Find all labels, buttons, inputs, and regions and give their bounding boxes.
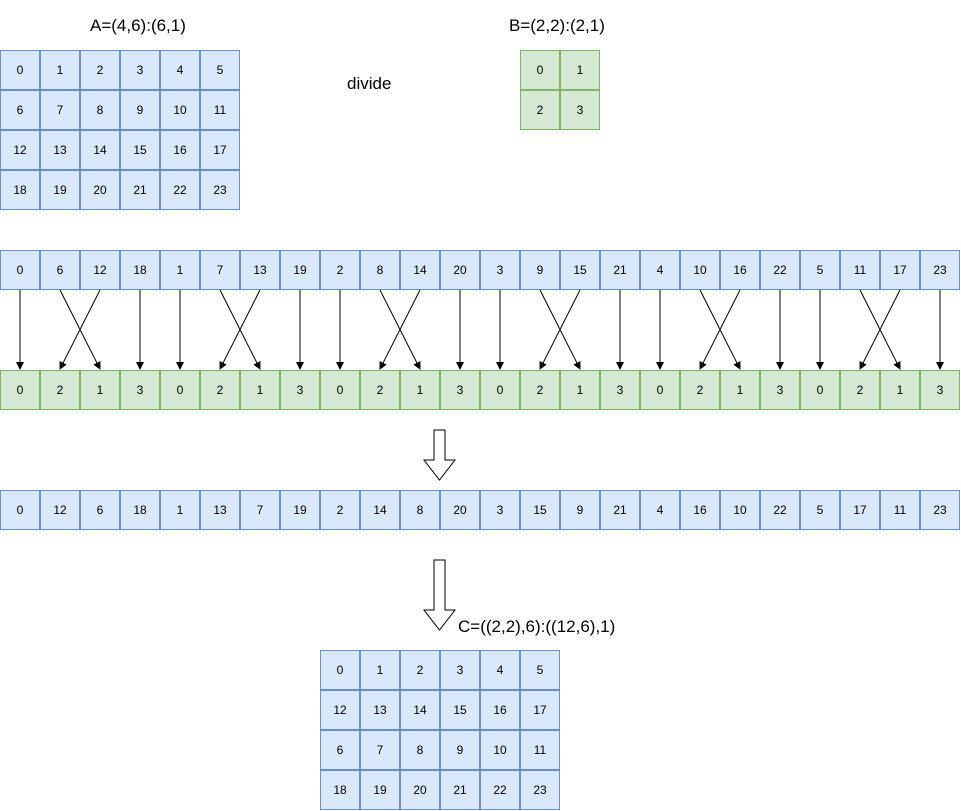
row-p-cell: 10 — [720, 490, 760, 530]
grid-c-cell: 3 — [440, 650, 480, 690]
row-b-cell: 0 — [320, 370, 360, 410]
row-p-cell: 6 — [80, 490, 120, 530]
row-a-cell: 19 — [280, 250, 320, 290]
row-a-cell: 7 — [200, 250, 240, 290]
grid-c-cell: 10 — [480, 730, 520, 770]
grid-c-cell: 15 — [440, 690, 480, 730]
row-b-cell: 0 — [640, 370, 680, 410]
grid-c-cell: 13 — [360, 690, 400, 730]
row-p-cell: 11 — [880, 490, 920, 530]
grid-a-cell: 7 — [40, 90, 80, 130]
grid-a-cell: 22 — [160, 170, 200, 210]
grid-a-cell: 3 — [120, 50, 160, 90]
row-a-cell: 10 — [680, 250, 720, 290]
row-p-cell: 8 — [400, 490, 440, 530]
row-a-cell: 9 — [520, 250, 560, 290]
row-p-cell: 18 — [120, 490, 160, 530]
row-a-cell: 15 — [560, 250, 600, 290]
row-b-cell: 3 — [760, 370, 800, 410]
row-b-cell: 2 — [680, 370, 720, 410]
row-b-cell: 3 — [120, 370, 160, 410]
grid-a-cell: 11 — [200, 90, 240, 130]
grid-c-cell: 18 — [320, 770, 360, 810]
row-a-cell: 0 — [0, 250, 40, 290]
grid-b-cell: 2 — [520, 90, 560, 130]
row-b-cell: 1 — [240, 370, 280, 410]
grid-c-cell: 20 — [400, 770, 440, 810]
row-p-cell: 2 — [320, 490, 360, 530]
down-block-arrow-2 — [424, 560, 455, 630]
row-a-cell: 17 — [880, 250, 920, 290]
grid-c-cell: 14 — [400, 690, 440, 730]
row-p-cell: 1 — [160, 490, 200, 530]
row-a-cell: 4 — [640, 250, 680, 290]
grid-a-cell: 21 — [120, 170, 160, 210]
down-block-arrow-1 — [424, 430, 455, 480]
row-p-cell: 15 — [520, 490, 560, 530]
row-b-cell: 1 — [400, 370, 440, 410]
grid-c-cell: 0 — [320, 650, 360, 690]
row-b-cell: 3 — [920, 370, 960, 410]
row-p-cell: 7 — [240, 490, 280, 530]
row-a-cell: 23 — [920, 250, 960, 290]
row-b-cell: 3 — [600, 370, 640, 410]
grid-a-cell: 20 — [80, 170, 120, 210]
grid-c-cell: 12 — [320, 690, 360, 730]
row-a-cell: 5 — [800, 250, 840, 290]
row-p-cell: 9 — [560, 490, 600, 530]
grid-c-cell: 22 — [480, 770, 520, 810]
row-b-cell: 0 — [480, 370, 520, 410]
grid-c-cell: 8 — [400, 730, 440, 770]
row-p-cell: 5 — [800, 490, 840, 530]
row-a-cell: 2 — [320, 250, 360, 290]
grid-c-cell: 17 — [520, 690, 560, 730]
grid-c-cell: 9 — [440, 730, 480, 770]
grid-c-cell: 19 — [360, 770, 400, 810]
row-a-cell: 3 — [480, 250, 520, 290]
grid-a-cell: 4 — [160, 50, 200, 90]
row-a-cell: 20 — [440, 250, 480, 290]
grid-a-cell: 14 — [80, 130, 120, 170]
grid-b-cell: 1 — [560, 50, 600, 90]
row-a-cell: 1 — [160, 250, 200, 290]
row-a-cell: 14 — [400, 250, 440, 290]
row-a-cell: 11 — [840, 250, 880, 290]
row-p-cell: 21 — [600, 490, 640, 530]
grid-c-cell: 11 — [520, 730, 560, 770]
matrix-b-title: B=(2,2):(2,1) — [509, 16, 605, 35]
row-b-cell: 1 — [80, 370, 120, 410]
row-a-cell: 8 — [360, 250, 400, 290]
grid-c-cell: 7 — [360, 730, 400, 770]
row-p-cell: 20 — [440, 490, 480, 530]
row-p-cell: 19 — [280, 490, 320, 530]
row-p-cell: 3 — [480, 490, 520, 530]
row-a-cell: 6 — [40, 250, 80, 290]
grid-b-cell: 0 — [520, 50, 560, 90]
grid-a-cell: 2 — [80, 50, 120, 90]
row-p-cell: 22 — [760, 490, 800, 530]
row-a-cell: 13 — [240, 250, 280, 290]
row-a-cell: 22 — [760, 250, 800, 290]
grid-a-cell: 10 — [160, 90, 200, 130]
divide-label: divide — [347, 74, 392, 93]
row-b-cell: 1 — [720, 370, 760, 410]
row-p-cell: 0 — [0, 490, 40, 530]
row-b-cell: 1 — [560, 370, 600, 410]
row-a-cell: 18 — [120, 250, 160, 290]
grid-a-cell: 18 — [0, 170, 40, 210]
row-b-cell: 2 — [840, 370, 880, 410]
grid-c-cell: 21 — [440, 770, 480, 810]
grid-a-cell: 1 — [40, 50, 80, 90]
grid-a-cell: 9 — [120, 90, 160, 130]
row-p-cell: 4 — [640, 490, 680, 530]
grid-c-cell: 23 — [520, 770, 560, 810]
grid-a-cell: 23 — [200, 170, 240, 210]
row-a-cell: 16 — [720, 250, 760, 290]
grid-c-cell: 6 — [320, 730, 360, 770]
row-b-cell: 1 — [880, 370, 920, 410]
row-b-cell: 2 — [520, 370, 560, 410]
grid-c-cell: 16 — [480, 690, 520, 730]
row-p-cell: 16 — [680, 490, 720, 530]
grid-c-cell: 5 — [520, 650, 560, 690]
row-p-cell: 17 — [840, 490, 880, 530]
grid-a-cell: 5 — [200, 50, 240, 90]
grid-c-cell: 1 — [360, 650, 400, 690]
row-b-cell: 2 — [40, 370, 80, 410]
row-b-cell: 0 — [800, 370, 840, 410]
grid-a-cell: 0 — [0, 50, 40, 90]
grid-a-cell: 6 — [0, 90, 40, 130]
row-b-cell: 0 — [0, 370, 40, 410]
row-p-cell: 14 — [360, 490, 400, 530]
grid-a-cell: 12 — [0, 130, 40, 170]
grid-a-cell: 16 — [160, 130, 200, 170]
grid-a-cell: 13 — [40, 130, 80, 170]
grid-c-cell: 4 — [480, 650, 520, 690]
grid-b-cell: 3 — [560, 90, 600, 130]
matrix-a-title: A=(4,6):(6,1) — [90, 16, 186, 35]
matrix-c-title: C=((2,2),6):((12,6),1) — [458, 617, 616, 636]
row-a-cell: 21 — [600, 250, 640, 290]
grid-a-cell: 15 — [120, 130, 160, 170]
row-p-cell: 13 — [200, 490, 240, 530]
row-a-cell: 12 — [80, 250, 120, 290]
row-p-cell: 23 — [920, 490, 960, 530]
row-b-cell: 3 — [280, 370, 320, 410]
grid-c-cell: 2 — [400, 650, 440, 690]
grid-a-cell: 17 — [200, 130, 240, 170]
row-p-cell: 12 — [40, 490, 80, 530]
row-b-cell: 2 — [200, 370, 240, 410]
row-b-cell: 0 — [160, 370, 200, 410]
row-b-cell: 3 — [440, 370, 480, 410]
row-b-cell: 2 — [360, 370, 400, 410]
grid-a-cell: 19 — [40, 170, 80, 210]
grid-a-cell: 8 — [80, 90, 120, 130]
